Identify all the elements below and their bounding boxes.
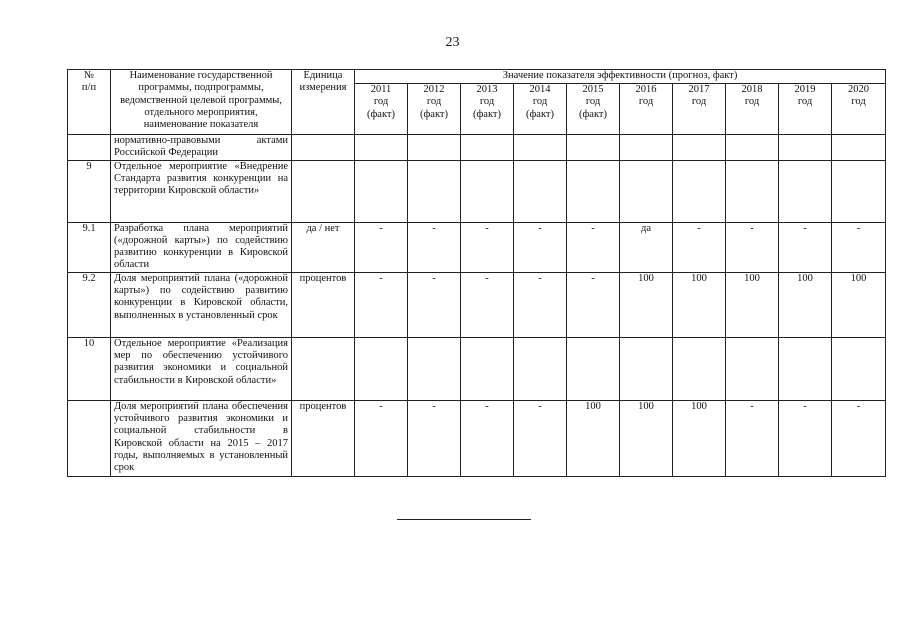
- row-value: [408, 135, 461, 161]
- header-year-2011: [355, 84, 408, 135]
- row-number: 9.1: [68, 222, 111, 272]
- header-year-line3: (факт): [525, 108, 554, 120]
- row-value: [832, 135, 886, 161]
- header-year-line2: год: [532, 96, 548, 108]
- row-value: [567, 160, 620, 222]
- row-value: -: [408, 400, 461, 476]
- header-year-line2: год: [638, 96, 654, 108]
- row-value: -: [355, 222, 408, 272]
- row-value: да: [620, 222, 673, 272]
- row-value: -: [461, 272, 514, 337]
- row-value: -: [408, 272, 461, 337]
- header-num: № п/п: [68, 70, 111, 135]
- row-unit: [292, 135, 355, 161]
- row-value: 100: [673, 272, 726, 337]
- table-header: [68, 70, 886, 135]
- header-year-line3: (факт): [472, 108, 501, 120]
- row-value: [779, 135, 832, 161]
- row-value: [567, 337, 620, 400]
- row-value: [514, 135, 567, 161]
- row-value: [726, 135, 779, 161]
- row-unit: [292, 337, 355, 400]
- header-year-2015: [567, 84, 620, 135]
- header-year-year: 2011: [370, 84, 392, 95]
- header-year-2018: [726, 84, 779, 135]
- row-value: [726, 160, 779, 222]
- row-unit: [292, 160, 355, 222]
- row-number: [68, 400, 111, 476]
- row-value: [514, 337, 567, 400]
- header-year-year: 2017: [688, 84, 710, 95]
- header-year-line3: (факт): [419, 108, 448, 120]
- table-row: [68, 135, 886, 161]
- row-value: [461, 135, 514, 161]
- row-value: [673, 135, 726, 161]
- row-value: -: [355, 272, 408, 337]
- row-number: 10: [68, 337, 111, 400]
- row-value: [832, 337, 886, 400]
- row-value: [355, 135, 408, 161]
- row-value: [461, 337, 514, 400]
- row-value: -: [567, 222, 620, 272]
- row-unit: процентов: [292, 272, 355, 337]
- table-row: [68, 272, 886, 337]
- row-value: [779, 337, 832, 400]
- indicators-table: [67, 69, 886, 477]
- row-value: [408, 337, 461, 400]
- row-name: Разработка плана мероприятий («дорожной карты») по содействию развитию конкуренции в Кировской области: [111, 222, 292, 272]
- header-year-year: 2016: [635, 84, 657, 95]
- header-year-line2: год: [744, 96, 760, 108]
- row-value: -: [567, 272, 620, 337]
- header-values-group: Значение показателя эффективности (прогноз, факт): [355, 70, 886, 84]
- row-value: [461, 160, 514, 222]
- row-value: [620, 135, 673, 161]
- header-year-line2: год: [851, 96, 866, 108]
- header-year-2014: [514, 84, 567, 135]
- row-number: [68, 135, 111, 161]
- header-year-line2: год: [479, 96, 495, 108]
- header-year-year: 2020: [848, 84, 870, 95]
- row-unit: да / нет: [292, 222, 355, 272]
- row-value: -: [779, 400, 832, 476]
- header-year-line2: год: [691, 96, 707, 108]
- row-value: -: [832, 222, 886, 272]
- row-value: [832, 160, 886, 222]
- row-value: [408, 160, 461, 222]
- row-value: 100: [620, 272, 673, 337]
- row-name: Доля мероприятий плана («дорожной карты») по содействию развитию конкуренции в Кировской области, выполненных в установленный срок: [111, 272, 292, 337]
- header-year-line2: год: [585, 96, 601, 108]
- row-value: 100: [620, 400, 673, 476]
- row-name: Отдельное мероприятие «Реализация мер по обеспечению устойчивого развития экономики и социальной стабильности в Кировской области»: [111, 337, 292, 400]
- row-value: -: [355, 400, 408, 476]
- header-year-year: 2014: [529, 84, 551, 95]
- header-year-year: 2018: [741, 84, 763, 95]
- footer-divider: [397, 519, 531, 520]
- header-year-year: 2012: [423, 84, 445, 95]
- header-year-2016: [620, 84, 673, 135]
- page-number: 23: [445, 35, 460, 50]
- header-year-2017: [673, 84, 726, 135]
- row-value: -: [514, 272, 567, 337]
- header-year-line3: (факт): [366, 108, 395, 120]
- row-number: 9: [68, 160, 111, 222]
- header-year-line3: (факт): [578, 108, 607, 120]
- header-year-year: 2013: [476, 84, 498, 95]
- row-value: -: [726, 222, 779, 272]
- header-name: Наименование государственной программы, подпрограммы, ведомственной целевой программы, отдельного мероприятия, наименование показателя: [111, 70, 292, 135]
- row-value: [620, 160, 673, 222]
- row-value: [620, 337, 673, 400]
- row-value: 100: [567, 400, 620, 476]
- header-year-year: 2015: [582, 84, 604, 95]
- row-value: -: [408, 222, 461, 272]
- row-value: -: [514, 222, 567, 272]
- table-row: [68, 337, 886, 400]
- row-value: 100: [832, 272, 886, 337]
- row-value: -: [779, 222, 832, 272]
- row-value: -: [832, 400, 886, 476]
- header-year-2019: [779, 84, 832, 135]
- row-name: Доля мероприятий плана обеспечения устойчивого развития экономики и социальной стабильности в Кировской области на 2015 – 2017 годы, выполняемых в установленный срок: [111, 400, 292, 476]
- header-year-2013: [461, 84, 514, 135]
- row-value: 100: [726, 272, 779, 337]
- row-value: 100: [673, 400, 726, 476]
- header-year-2020: [832, 84, 886, 135]
- row-value: [355, 337, 408, 400]
- row-number: 9.2: [68, 272, 111, 337]
- row-value: -: [514, 400, 567, 476]
- row-value: -: [726, 400, 779, 476]
- row-value: [514, 160, 567, 222]
- table-row: [68, 160, 886, 222]
- row-value: -: [673, 222, 726, 272]
- row-value: -: [461, 400, 514, 476]
- row-value: [779, 160, 832, 222]
- header-year-year: 2019: [794, 84, 816, 95]
- row-name: нормативно-правовыми актами Российской Федерации: [111, 135, 292, 161]
- header-year-line2: год: [797, 96, 813, 108]
- row-value: [567, 135, 620, 161]
- table-row: [68, 400, 886, 476]
- header-unit: Единица измерения: [292, 70, 355, 135]
- row-value: 100: [779, 272, 832, 337]
- header-year-line2: год: [373, 96, 389, 108]
- header-year-2012: [408, 84, 461, 135]
- row-unit: процентов: [292, 400, 355, 476]
- table-row: [68, 222, 886, 272]
- row-value: [355, 160, 408, 222]
- header-year-line2: год: [426, 96, 442, 108]
- table-body: [68, 135, 886, 477]
- row-name: Отдельное мероприятие «Внедрение Стандарта развития конкуренции на территории Кировской области»: [111, 160, 292, 222]
- row-value: [673, 337, 726, 400]
- row-value: [726, 337, 779, 400]
- row-value: [673, 160, 726, 222]
- row-value: -: [461, 222, 514, 272]
